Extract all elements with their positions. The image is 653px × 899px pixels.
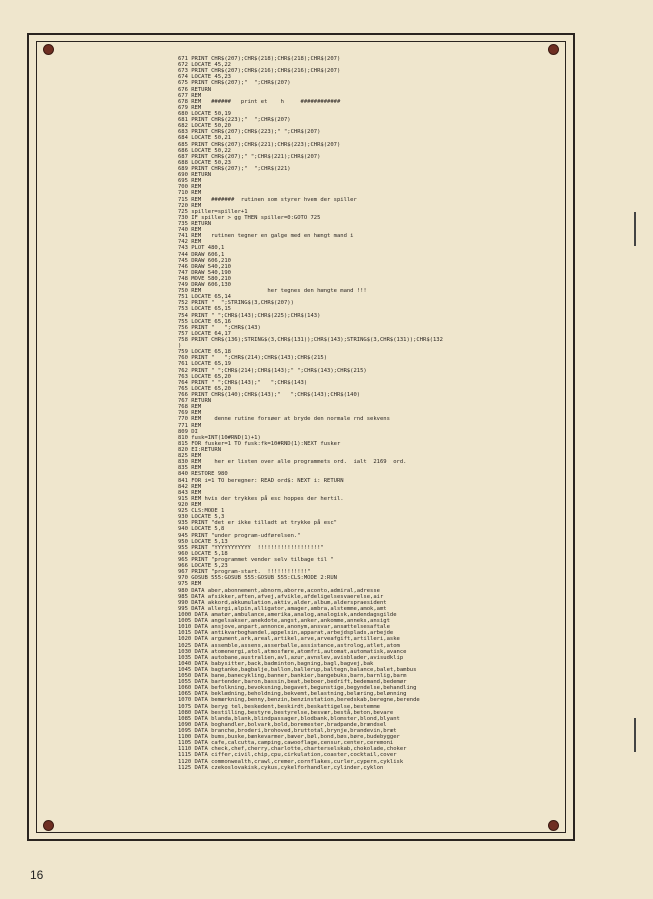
- code-line: 762 PRINT " ";CHR$(214);CHR$(143);" ";CHR$(143);CHR$(215): [178, 367, 367, 374]
- code-line: 746 DRAW 540,210: [178, 263, 231, 270]
- code-line: 1120 DATA commonwealth,crawl,cremer,cornflakes,curler,cypern,cyklisk: [178, 758, 404, 765]
- code-line: 1045 DATA bagtanke,bagbalje,ballon,ballerup,baltegn,balance,balet,bambus: [178, 666, 417, 673]
- code-line: 710 REM: [178, 190, 202, 197]
- code-line: 678 REM ###### print et h ############: [178, 98, 341, 105]
- code-line: 1110 DATA check,chef,cherry,charlotte,charterselskab,chokolade,choker: [178, 746, 407, 753]
- code-line: 753 LOCATE 65,15: [178, 306, 231, 313]
- code-line: 1105 DATA cafe,calcutta,camping,cawooflage,censur,center,ceremoni: [178, 740, 394, 747]
- code-line: 1060 DATA befolkning,bevoksning,begavet,begunstige,begyndelse,behandling: [178, 685, 417, 692]
- code-line: 747 DRAW 540,190: [178, 269, 231, 276]
- code-line: 930 LOCATE 5,3: [178, 514, 225, 521]
- code-line: 1075 DATA beryg tel,beskedent,beskirdt,beskattigelse,bestemme: [178, 703, 380, 710]
- binder-clip-bottom-icon: [634, 718, 636, 752]
- code-line: 682 LOCATE 50,20: [178, 123, 231, 130]
- code-line: 975 REM: [178, 581, 202, 588]
- code-line: 744 DRAW 606,1: [178, 251, 225, 258]
- code-line: 980 DATA aber,abonnement,abnorm,aborre,aconto,admiral,adresse: [178, 587, 380, 594]
- code-line: 752 PRINT " ";STRING$(3,CHR$(207)): [178, 300, 294, 307]
- code-line: 945 PRINT "under program-udførelsen.": [178, 532, 301, 539]
- code-line: 742 REM: [178, 239, 202, 246]
- code-line: 683 PRINT CHR$(207);CHR$(223);" ";CHR$(207): [178, 129, 321, 136]
- code-line: 1125 DATA czekoslovakisk,cykus,cykelforhandler,cylinder,cyklon: [178, 764, 384, 771]
- code-line: 965 PRINT "programmet vender selv tilbage til ": [178, 556, 334, 563]
- code-line: 720 REM: [178, 202, 202, 209]
- code-line: 674 LOCATE 45,23: [178, 74, 231, 81]
- code-line: 672 LOCATE 45,22: [178, 62, 231, 69]
- binder-clip-top-icon: [634, 212, 636, 246]
- code-line: 1025 DATA assemble,assens,asserballe,assistance,astrolog,atlet,atom: [178, 642, 400, 649]
- code-line: 689 PRINT CHR$(207);" ";CHR$(221): [178, 165, 291, 172]
- code-line: 749 DRAW 606,130: [178, 282, 231, 289]
- code-line: 1015 DATA antikvarboghandel,appelsin,apparat,arbejdsplads,arbejde: [178, 630, 394, 637]
- code-line: 810 fusk=INT(10#RND(1)+1): [178, 434, 261, 441]
- code-line: 966 LOCATE 5,23: [178, 563, 228, 570]
- code-line: 687 PRINT CHR$(207);" ";CHR$(221);CHR$(207): [178, 153, 321, 160]
- code-line: 750 REM her tegnes den hængte mand !!!: [178, 288, 367, 295]
- code-line: 673 PRINT CHR$(207);CHR$(216);CHR$(216);CHR$(207): [178, 68, 341, 75]
- code-line: 1055 DATA bartender,baron,bassin,beat,beboer,bedrift,bedemand,bedemør: [178, 679, 407, 686]
- code-line: 1085 DATA blanda,blank,blindpassager,blodbank,blomster,blond,blyant: [178, 715, 400, 722]
- code-line: 745 DRAW 606,210: [178, 257, 231, 264]
- code-line: 842 REM: [178, 483, 202, 490]
- code-line: 1020 DATA argument,ark,areal,artikel,arve,arveafgift,artilleri,aske: [178, 636, 400, 643]
- code-line: 758 PRINT CHR$(136);STRING$(3,CHR$(131));CHR$(143);STRING$(3,CHR$(131));CHR$(132: [178, 337, 443, 344]
- code-line: 925 CLS:MODE 1: [178, 508, 225, 515]
- code-line: 741 REM rutinen tegner en galge med en hængt mand i: [178, 233, 354, 240]
- code-line: 769 REM: [178, 410, 202, 417]
- code-line: 1070 DATA bemærkning,benny,benzin,benzinstation,beredskab,beregne,berende: [178, 697, 420, 704]
- code-line: ): [178, 343, 182, 350]
- code-line: 835 REM: [178, 465, 202, 472]
- code-line: 730 IF spiller > gg THEN spiller=0:GOTO 725: [178, 214, 321, 221]
- basic-program-listing: [178, 56, 563, 771]
- code-line: 1035 DATA autobane,australien,avl,azur,avnslev,avisblader,avisudklip: [178, 654, 404, 661]
- code-line: 765 LOCATE 65,20: [178, 385, 231, 392]
- code-line: 681 PRINT CHR$(223);" ";CHR$(207): [178, 117, 291, 124]
- code-line: 688 LOCATE 50,23: [178, 159, 231, 166]
- code-line: 967 PRINT "program-start. !!!!!!!!!!!!": [178, 569, 311, 576]
- code-line: 1030 DATA atomenergi,atol,atmosfære,atomfri,automat,automatisk,avance: [178, 648, 407, 655]
- code-line: 685 PRINT CHR$(207);CHR$(221);CHR$(223);CHR$(207): [178, 141, 341, 148]
- code-line: 985 DATA afsikker,aften,afvej,afvikle,afdeligelsesvaerelse,air: [178, 593, 384, 600]
- code-line: 743 PLOT 480,1: [178, 245, 225, 252]
- code-line: 940 LOCATE 5,8: [178, 526, 225, 533]
- code-line: 686 LOCATE 50,22: [178, 147, 231, 154]
- code-line: 825 REM: [178, 453, 202, 460]
- code-line: 725 spiller=spiller+1: [178, 208, 248, 215]
- page-number: 16: [30, 868, 44, 882]
- code-line: 920 REM: [178, 501, 202, 508]
- code-line: 1040 DATA babysitter,back,badminton,bagning,bagl,bagvej,bak: [178, 660, 374, 667]
- code-line: 950 LOCATE 5,13: [178, 538, 228, 545]
- code-line: 1005 DATA angelsakser,anekdote,angst,anker,ankomme,anneks,ansigt: [178, 618, 390, 625]
- code-line: 1090 DATA boghandler,bolvark,bold,boremester,bradpande,brændsel: [178, 721, 387, 728]
- code-line: 690 RETURN: [178, 172, 212, 179]
- code-line: 1100 DATA bums,buske,bænkevarmer,bæver,bøl,bond,bøs,børe,budebygger: [178, 734, 400, 741]
- code-line: 815 FOR fusker=1 TO fusk:fk=10#RND(1):NEXT fusker: [178, 440, 341, 447]
- code-line: 759 LOCATE 65,18: [178, 349, 231, 356]
- code-line: 1010 DATA ansjove,anpart,annonce,anonym,ansvar,ansættelsesaftale: [178, 624, 390, 631]
- code-line: 995 DATA allergi,alpin,alligator,amager,ambra,alstemme,amok,amt: [178, 605, 387, 612]
- code-line: 763 LOCATE 65,20: [178, 373, 231, 380]
- code-line: 1080 DATA bestilling,bestyre,bestyrelse,besvær,bestå,beton,bevare: [178, 709, 394, 716]
- code-line: 677 REM: [178, 92, 202, 99]
- code-line: 764 PRINT " ";CHR$(143);" ";CHR$(143): [178, 379, 308, 386]
- code-line: 767 RETURN: [178, 398, 212, 405]
- code-line: 841 FOR i=1 TO beregner: READ ord$: NEXT i: RETURN: [178, 477, 344, 484]
- code-line: 680 LOCATE 50,19: [178, 110, 231, 117]
- code-line: 684 LOCATE 50,21: [178, 135, 231, 142]
- code-line: 955 PRINT "YYYYYYYYYYY !!!!!!!!!!!!!!!!!!!": [178, 544, 324, 551]
- punch-hole-bottom-right-icon: [548, 820, 559, 831]
- punch-hole-bottom-left-icon: [43, 820, 54, 831]
- code-line: 676 RETURN: [178, 86, 212, 93]
- code-line: 768 REM: [178, 404, 202, 411]
- code-line: 751 LOCATE 65,14: [178, 294, 231, 301]
- code-line: 671 PRINT CHR$(207);CHR$(218);CHR$(218);CHR$(207): [178, 56, 341, 62]
- code-line: 740 REM: [178, 227, 202, 234]
- punch-hole-top-right-icon: [548, 44, 559, 55]
- code-line: 760 PRINT " ";CHR$(214);CHR$(143);CHR$(215): [178, 355, 328, 362]
- code-line: 679 REM: [178, 104, 202, 111]
- code-line: 761 LOCATE 65,19: [178, 361, 231, 368]
- code-line: 935 PRINT "det er ikke tilladt at trykke på esc": [178, 520, 337, 527]
- code-line: 755 LOCATE 65,16: [178, 318, 231, 325]
- code-line: 754 PRINT " ";CHR$(143);CHR$(225);CHR$(143): [178, 312, 321, 319]
- code-line: 809 DI: [178, 428, 198, 435]
- code-line: 735 RETURN: [178, 220, 212, 227]
- code-line: 695 REM: [178, 178, 202, 185]
- code-line: 1065 DATA beklædning,beholdning,bekvemt,belastning,belæring,belønning: [178, 691, 407, 698]
- code-line: 1095 DATA branche,broderi,brohoved,bruttotal,brynje,brandevin,bræt: [178, 728, 397, 735]
- code-line: 766 PRINT CHR$(140);CHR$(143);" ";CHR$(143);CHR$(140): [178, 392, 361, 399]
- code-line: 830 REM her er listen over alle programmets ord. ialt 2169 ord.: [178, 459, 407, 466]
- code-line: 970 GOSUB 555:GOSUB 555:GOSUB 555:CLS:MODE 2:RUN: [178, 575, 337, 582]
- code-line: 748 MOVE 580,210: [178, 275, 231, 282]
- code-line: 820 EI:RETURN: [178, 447, 222, 453]
- code-line: 1115 DATA ciffer,civil,chip,cpu,cirkulation,coaster,cocktail,cover: [178, 752, 397, 759]
- code-line: 1050 DATA bane,banecykling,banner,bankier,bangebuks,barn,barnlig,barm: [178, 673, 407, 680]
- code-line: 960 LOCATE 5,18: [178, 550, 228, 557]
- code-line: 757 LOCATE 64,17: [178, 330, 231, 337]
- code-line: 675 PRINT CHR$(207);" ";CHR$(207): [178, 80, 291, 87]
- code-line: 915 REM hvis der trykkes på esc hoppes der hertil.: [178, 495, 344, 502]
- code-line: 840 RESTORE 980: [178, 471, 228, 478]
- code-line: 756 PRINT " ";CHR$(143): [178, 324, 261, 331]
- code-line: 843 REM: [178, 489, 202, 496]
- code-line: 1000 DATA amatør,ambulance,amerika,analog,analogisk,andendagsgilde: [178, 611, 397, 618]
- punch-hole-top-left-icon: [43, 44, 54, 55]
- code-line: 715 REM ####### rutinen som styrer hvem der spiller: [178, 196, 357, 203]
- code-line: 770 REM denne rutine forsøer at bryde den normale rnd sekvens: [178, 416, 390, 423]
- code-line: 700 REM: [178, 184, 202, 191]
- code-line: 990 DATA akkord,akkumulation,aktiv,alder,album,alderspraesident: [178, 599, 387, 606]
- code-line: 771 REM: [178, 422, 202, 429]
